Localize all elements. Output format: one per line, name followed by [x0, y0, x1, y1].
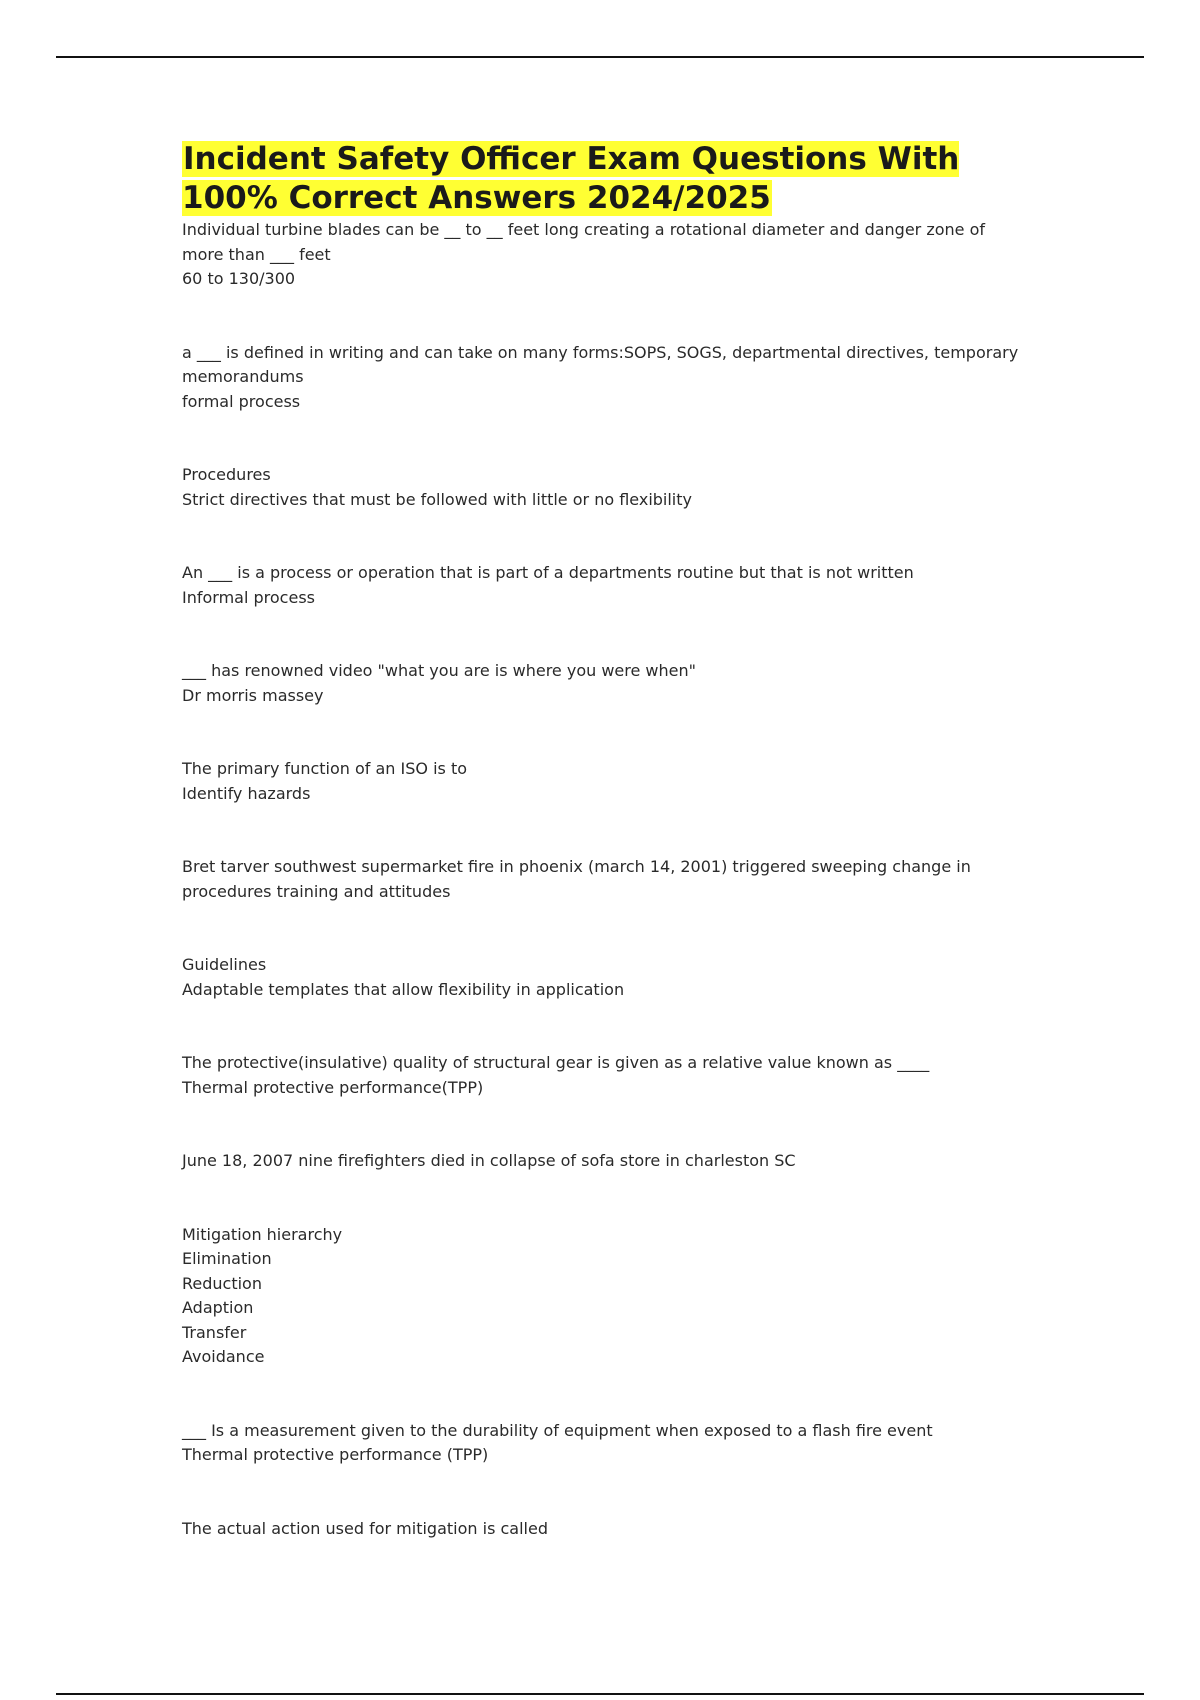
document-body [182, 140, 1022, 1541]
qa-question: An ___ is a process or operation that is part of a departments routine but that is not written [182, 563, 914, 582]
footer-rule [56, 1693, 1144, 1695]
qa-item [182, 1517, 1022, 1542]
qa-item [182, 953, 1022, 1002]
qa-answer: Identify hazards [182, 783, 311, 803]
qa-item [182, 463, 1022, 512]
qa-item [182, 1223, 1022, 1370]
qa-answer: Avoidance [182, 1347, 265, 1366]
qa-question: Individual turbine blades can be __ to __ feet long creating a rotational diameter and danger zone of more than ___ feet [182, 220, 991, 264]
qa-question: ___ Is a measurement given to the durability of equipment when exposed to a flash fire event [182, 1420, 933, 1440]
title-highlight: Incident Safety Officer Exam Questions With 100% Correct Answers 2024/2025 [182, 141, 960, 216]
qa-item [182, 855, 1022, 904]
qa-answer: Reduction [182, 1273, 262, 1293]
qa-item [182, 757, 1022, 806]
qa-item [182, 561, 1022, 610]
qa-answer: Transfer [182, 1322, 247, 1342]
qa-question: The primary function of an ISO is to [182, 759, 468, 778]
qa-item [182, 1419, 1022, 1468]
qa-question: The protective(insulative) quality of structural gear is given as a relative value known as ____ [182, 1053, 930, 1072]
qa-item [182, 1051, 1022, 1100]
qa-item [182, 341, 1022, 415]
qa-item [182, 1149, 1022, 1174]
qa-question: Bret tarver southwest supermarket fire in phoenix (march 14, 2001) triggered sweeping change in procedures training and attitudes [182, 857, 976, 901]
qa-question: ___ has renowned video "what you are is where you were when" [182, 661, 696, 680]
qa-item [182, 218, 1022, 292]
qa-answer: Adaption [182, 1298, 254, 1317]
qa-question: The actual action used for mitigation is called [182, 1518, 548, 1538]
qa-answer: Elimination [182, 1249, 272, 1268]
qa-answer: formal process [182, 391, 301, 411]
qa-answer: Thermal protective performance (TPP) [182, 1445, 489, 1464]
qa-answer: Adaptable templates that allow flexibility in application [182, 979, 625, 999]
qa-answer: 60 to 130/300 [182, 269, 296, 288]
qa-question: Procedures [182, 465, 271, 484]
qa-item [182, 659, 1022, 708]
header-rule [56, 56, 1144, 58]
qa-answer: Dr morris massey [182, 685, 324, 705]
qa-question: Mitigation hierarchy [182, 1224, 343, 1244]
qa-answer: Strict directives that must be followed with little or no flexibility [182, 489, 692, 509]
qa-question: Guidelines [182, 955, 267, 974]
qa-answer: Informal process [182, 587, 315, 607]
qa-answer: Thermal protective performance(TPP) [182, 1077, 484, 1097]
document-title [182, 140, 1022, 218]
qa-list [182, 218, 1022, 1541]
qa-question: a ___ is defined in writing and can take on many forms:SOPS, SOGS, departmental directives, temporary memorandums [182, 342, 1024, 386]
qa-question: June 18, 2007 nine firefighters died in collapse of sofa store in charleston SC [182, 1151, 796, 1170]
